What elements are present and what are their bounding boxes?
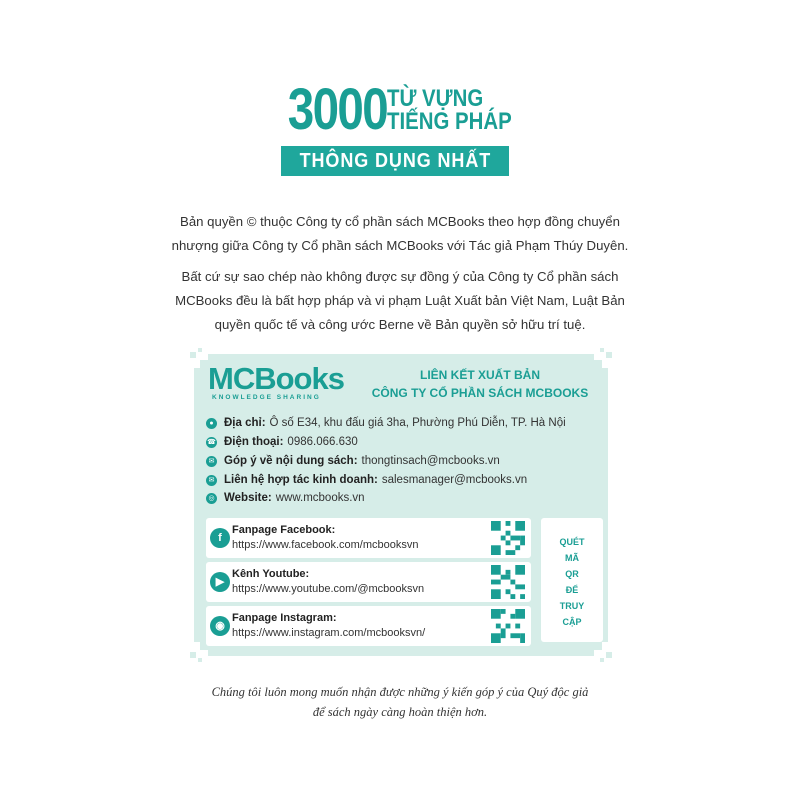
location-icon: ● <box>206 418 217 429</box>
social-label: Fanpage Instagram: <box>232 612 337 624</box>
footer-note <box>190 682 610 722</box>
info-address <box>206 417 566 429</box>
info-value: 0986.066.630 <box>287 436 358 448</box>
info-phone <box>206 436 358 448</box>
social-url[interactable]: https://www.facebook.com/mcbooksvn <box>232 539 419 551</box>
mail-icon: ✉ <box>206 475 217 486</box>
info-label: Góp ý về nội dung sách: <box>224 455 358 467</box>
info-value: Ô số E34, khu đấu giá 3ha, Phường Phú Diễn, TP. Hà Nội <box>269 417 566 429</box>
youtube-icon: ▶ <box>210 572 230 592</box>
info-label: Điện thoại: <box>224 436 284 448</box>
info-business-contact <box>206 474 527 486</box>
copyright-paragraph-1: Bản quyền © thuộc Công ty cổ phần sách MCBooks theo hợp đồng chuyển nhượng giữa Công ty Cổ phần sách MCBooks với Tác giả Phạm Thúy Duyên. <box>171 214 629 253</box>
mcbooks-logo <box>208 361 344 401</box>
qr-code-icon <box>491 521 525 555</box>
info-value: thongtinsach@mcbooks.vn <box>361 455 500 467</box>
logo-tagline: KNOWLEDGE SHARING <box>212 394 321 401</box>
info-label: Website: <box>224 492 272 504</box>
title-number: 3000 <box>287 77 388 142</box>
logo-text: MCBooks <box>208 361 344 396</box>
social-url[interactable]: https://www.instagram.com/mcbooksvn/ <box>232 627 426 639</box>
info-value: www.mcbooks.vn <box>275 492 365 504</box>
publisher-heading <box>360 366 600 402</box>
social-label: Kênh Youtube: <box>232 568 310 580</box>
publisher-line-2: CÔNG TY CỔ PHẦN SÁCH MCBOOKS <box>371 386 589 400</box>
qr-code-icon <box>491 609 525 643</box>
banner-text: THÔNG DỤNG NHẤT <box>299 150 491 172</box>
social-label: Fanpage Facebook: <box>232 524 336 536</box>
social-url[interactable]: https://www.youtube.com/@mcbooksvn <box>232 583 425 595</box>
title-banner <box>281 146 509 176</box>
footer-line-1: Chúng tôi luôn mong muốn nhận được những ý kiến góp ý của Quý độc giả <box>211 685 589 699</box>
info-website <box>206 492 365 504</box>
phone-icon: ☎ <box>207 438 216 446</box>
copyright-paragraph-2: Bất cứ sự sao chép nào không được sự đồng ý của Công ty Cổ phần sách MCBooks đều là bất hợp pháp và vi phạm Luật Xuất bản Việt Nam, Luật Bản quyền quốc tế và công ước Berne về Bản quyền sở hữu trí tuệ. <box>175 269 625 332</box>
globe-icon: ◎ <box>206 493 217 504</box>
publisher-line-1: LIÊN KẾT XUẤT BẢN <box>420 368 540 382</box>
footer-line-2: để sách ngày càng hoàn thiện hơn. <box>312 705 488 719</box>
instagram-icon: ◉ <box>210 616 230 636</box>
book-title <box>0 77 800 142</box>
qr-code-icon <box>491 565 525 599</box>
scan-qr-text: QUÉT MÃ QR ĐỂ TRUY CẬP <box>559 537 585 627</box>
mail-icon: ✉ <box>206 456 217 467</box>
title-line-1: TỪ VỰNG <box>387 85 484 112</box>
social-facebook[interactable] <box>206 518 531 558</box>
info-content-feedback <box>206 455 500 467</box>
social-instagram[interactable] <box>206 606 531 646</box>
info-label: Địa chỉ: <box>224 417 266 429</box>
social-youtube[interactable] <box>206 562 531 602</box>
facebook-icon: f <box>210 528 230 548</box>
scan-qr-box <box>541 518 603 642</box>
title-line-2: TIẾNG PHÁP <box>387 108 512 135</box>
info-label: Liên hệ hợp tác kinh doanh: <box>224 474 378 486</box>
info-value: salesmanager@mcbooks.vn <box>381 474 528 486</box>
